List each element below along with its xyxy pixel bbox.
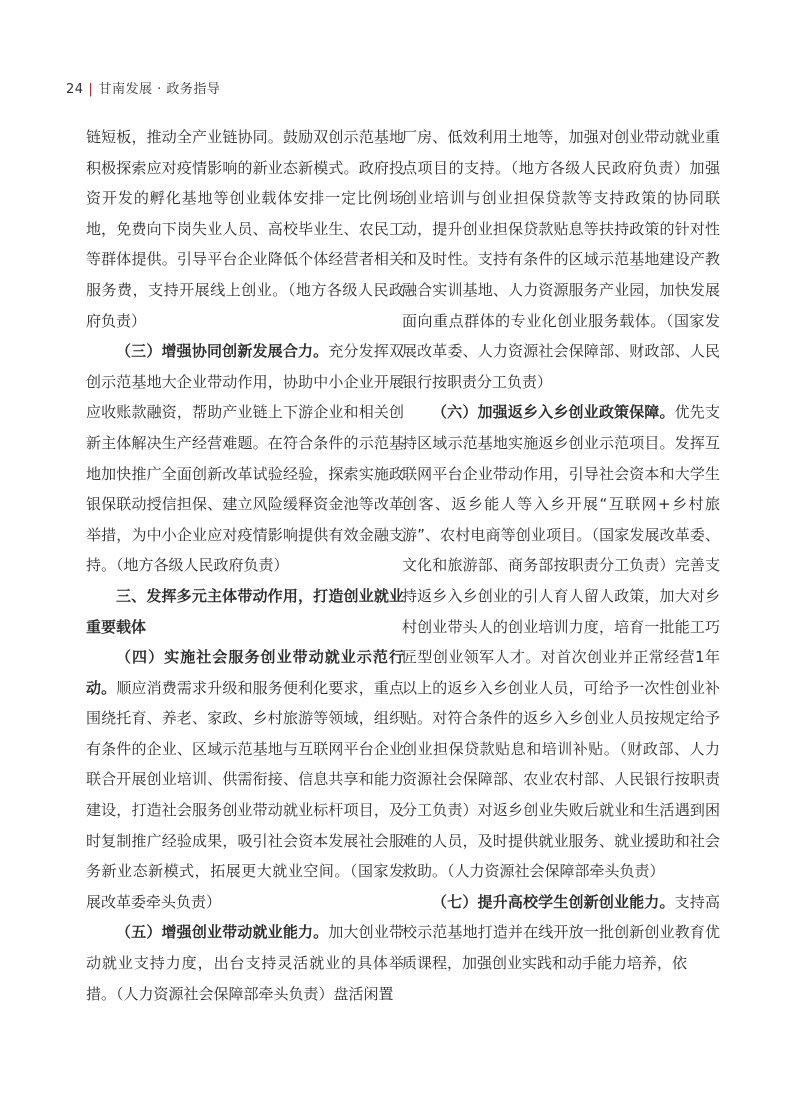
paragraph-body: 优先支持区域示范基地实施返乡创业示范项目。发挥互联网平台企业带动作用，引导社会资本和大学生创客、返乡能人等入乡开展“互联网+乡村旅游”、农村电商等创业项目。（国家发展改革委、文化和旅游部、商务部按职责分工负责）完善支持返乡入乡创业的引人育人留人政策，加大对乡村创业带头人的创业培训力度，培育一批能工巧匠型创业领军人才。对首次创业并正常经营1年以上的返乡入乡创业人员，可给予一次性创业补贴。对符合条件的返乡入乡创业人员按规定给予创业担保贷款贴息和培训补贴。（财政部、人力资源社会保障部、农业农村部、人民银行按职责分工负责）对返乡创业失败后就业和生活遇到困难的人员，及时提供就业服务、就业援助和社会救助。（人力资源社会保障部牵头负责） bbox=[402, 403, 720, 881]
right-column bbox=[402, 122, 720, 979]
paragraph bbox=[402, 887, 720, 979]
paragraph: 厂房、低效利用土地等，加强对创业带动就业重点项目的支持。（地方各级人民政府负责）加强创业培训与创业担保贷款等支持政策的协同联动，提升创业担保贷款贴息等扶持政策的针对性和及时性。支持有条件的区域示范基地建设产教融合实训基地、人力资源服务产业园，加快发展面向重点群体的专业化创业服务载体。（国家发展改革委、人力资源社会保障部、财政部、人民银行按职责分工负责） bbox=[402, 128, 720, 391]
page-number: 24 bbox=[66, 82, 84, 97]
left-column bbox=[86, 122, 404, 1009]
subsection-title: （三）增强协同创新发展合力。 bbox=[116, 342, 329, 361]
paragraph bbox=[86, 642, 404, 917]
publication-name: 甘南发展 · 政务指导 bbox=[98, 82, 221, 97]
page-header bbox=[66, 78, 220, 97]
header-separator: | bbox=[88, 82, 94, 97]
paragraph-body: 支持高校示范基地打造并在线开放一批创新创业教育优质课程，加强创业实践和动手能力培养，依 bbox=[402, 892, 720, 973]
section-heading: 三、发挥多元主体带动作用，打造创业就业重要载体 bbox=[86, 586, 404, 636]
paragraph bbox=[402, 397, 720, 887]
paragraph bbox=[86, 917, 404, 1009]
subsection-title: （六）加强返乡入乡创业政策保障。 bbox=[432, 403, 675, 422]
paragraph-body: 充分发挥双创示范基地大企业带动作用，协助中小企业开展应收账款融资，帮助产业链上下游企业和相关创新主体解决生产经营难题。在符合条件的示范基地加快推广全面创新改革试验经验，探索实施政银保联动授信担保、建立风险缓释资金池等改革举措，为中小企业应对疫情影响提供有效金融支持。（地方各级人民政府负责） bbox=[86, 342, 404, 575]
paragraph-body: 加大创业带动就业支持力度，出台支持灵活就业的具体举措。（人力资源社会保障部牵头负责）盘活闲置 bbox=[86, 923, 404, 1003]
subsection-title: （五）增强创业带动就业能力。 bbox=[116, 923, 329, 942]
paragraph-body: 顺应消费需求升级和服务便利化要求，重点围绕托育、养老、家政、乡村旅游等领域，组织有条件的企业、区域示范基地与互联网平台企业联合开展创业培训、供需衔接、信息共享和能力建设，打造社会服务创业带动就业标杆项目，及时复制推广经验成果，吸引社会资本发展社会服务新业态新模式，拓展更大就业空间。（国家发展改革委牵头负责） bbox=[86, 678, 404, 911]
subsection-title: （四）实施社会服务创业带动就业示范行动。 bbox=[86, 648, 404, 697]
paragraph bbox=[86, 336, 404, 581]
subsection-title: （七）提升高校学生创新创业能力。 bbox=[432, 892, 675, 911]
paragraph: 链短板，推动全产业链协同。鼓励双创示范基地积极探索应对疫情影响的新业态新模式。政府投资开发的孵化基地等创业载体安排一定比例场地，免费向下岗失业人员、高校毕业生、农民工等群体提供。引导平台企业降低个体经营者相关服务费，支持开展线上创业。（地方各级人民政府负责） bbox=[86, 128, 404, 330]
